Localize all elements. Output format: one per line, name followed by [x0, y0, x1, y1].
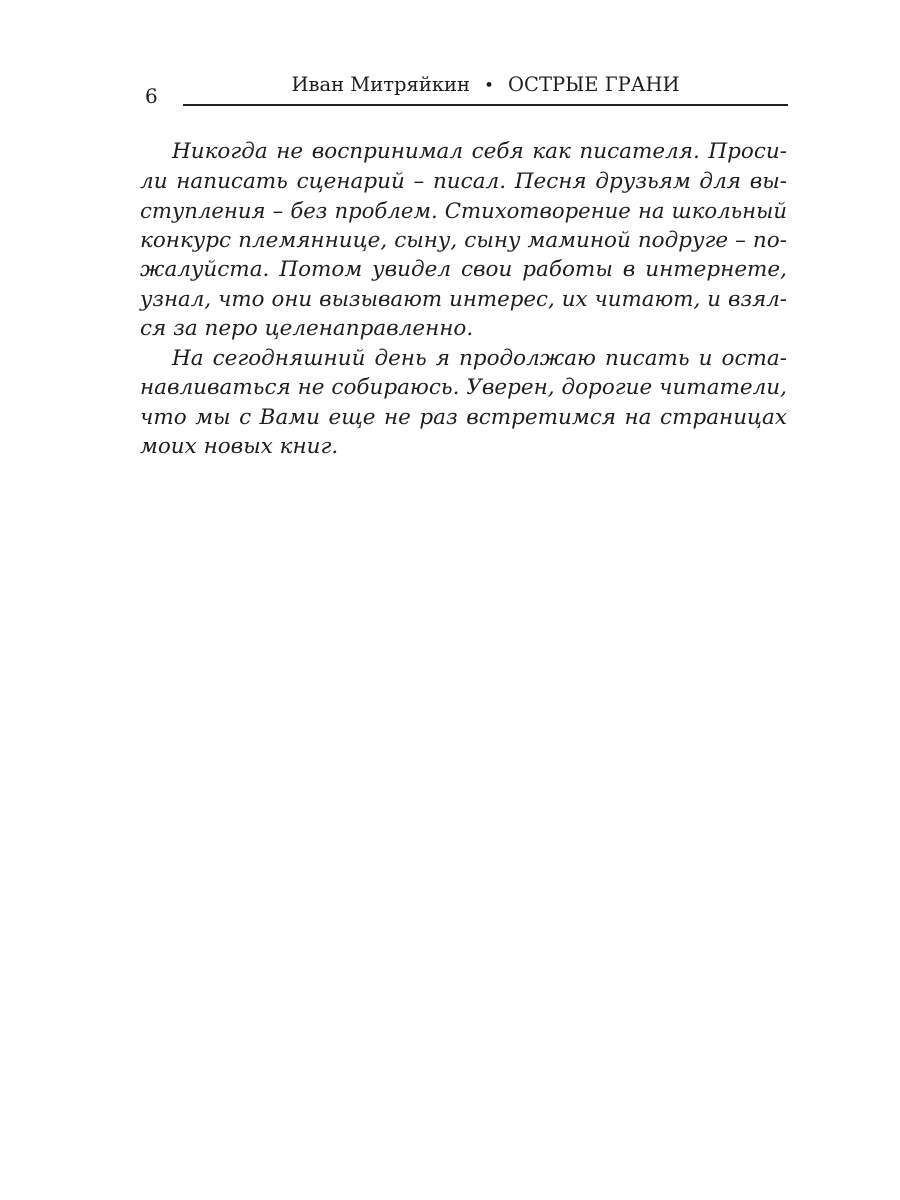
- paragraph-1: [140, 137, 787, 344]
- text-line: ся за перо целенаправленно.: [140, 316, 474, 341]
- text-line: ступления – без проблем. Стихотворение на школьный: [140, 198, 787, 223]
- header-separator: •: [484, 76, 495, 96]
- running-header: [183, 72, 788, 106]
- text-line: что мы с Вами еще не раз встретимся на страницах: [140, 404, 787, 430]
- body-text: [140, 137, 787, 462]
- text-line: конкурс племяннице, сыну, сыну маминой подруге – по-: [140, 227, 787, 253]
- text-line: ли написать сценарий – писал. Песня друзьям для вы-: [140, 168, 787, 194]
- paragraph-2: [140, 344, 787, 462]
- text-line: жалуйста. Потом увидел свои работы в интернете,: [140, 257, 787, 282]
- header-book-title: ОСТРЫЕ ГРАНИ: [508, 73, 680, 96]
- text-line: навливаться не собираюсь. Уверен, дорогие читатели,: [140, 375, 787, 400]
- text-line: На сегодняшний день я продолжаю писать и оста-: [172, 345, 787, 371]
- text-line: моих новых книг.: [140, 434, 339, 459]
- page-number: 6: [145, 84, 158, 108]
- header-author: Иван Митряйкин: [291, 73, 471, 96]
- text-line: узнал, что они вызывают интерес, их читают, и взял-: [140, 286, 787, 312]
- text-line: Никогда не воспринимал себя как писателя. Проси-: [172, 139, 787, 164]
